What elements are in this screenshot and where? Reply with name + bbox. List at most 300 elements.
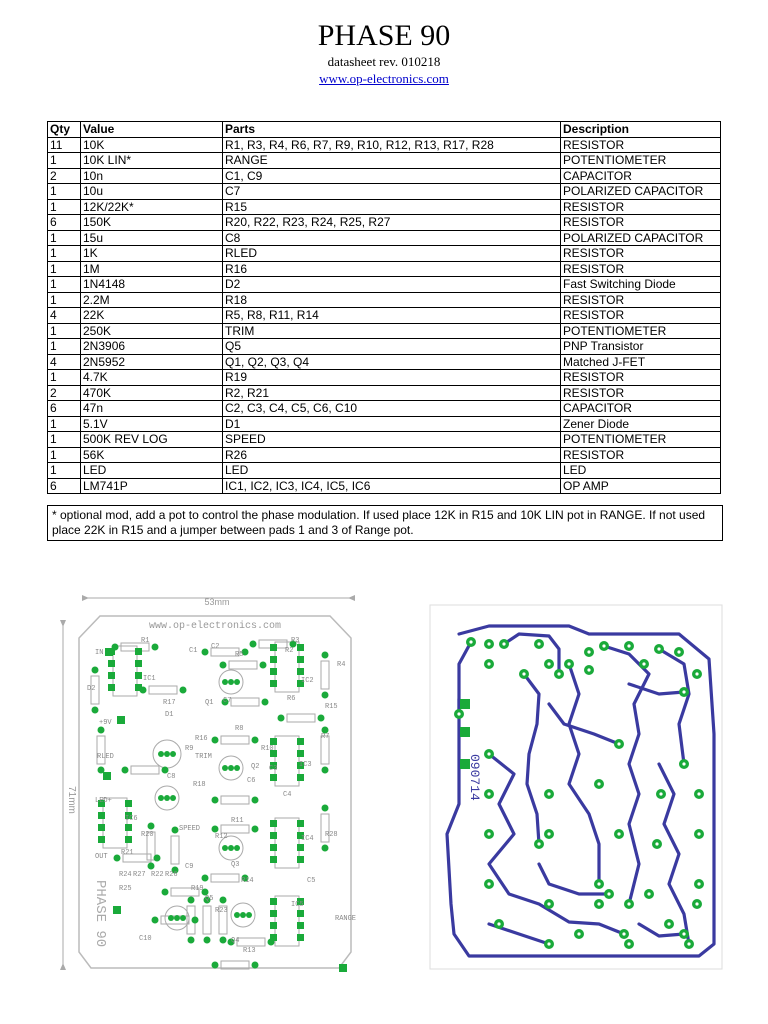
pad — [204, 937, 211, 944]
pad — [260, 662, 267, 669]
pad — [188, 897, 195, 904]
bom-col-qty: Qty — [48, 122, 81, 138]
bom-value-cell: 10K LIN* — [81, 153, 223, 169]
bom-parts-cell: IC1, IC2, IC3, IC4, IC5, IC6 — [223, 478, 561, 494]
pad — [92, 667, 99, 674]
pad — [98, 727, 105, 734]
drill-hole — [502, 642, 505, 645]
bom-parts-cell: RANGE — [223, 153, 561, 169]
drill-hole — [627, 942, 630, 945]
bom-value-cell: 1M — [81, 261, 223, 277]
resistor-outline — [321, 661, 329, 689]
silkscreen-label: OUT — [95, 853, 108, 861]
pad — [114, 855, 121, 862]
silkscreen-label: R7 — [321, 733, 330, 741]
pad — [170, 795, 176, 801]
bom-value-cell: 12K/22K* — [81, 199, 223, 215]
drill-hole — [587, 668, 590, 671]
bom-parts-cell: R20, R22, R23, R24, R25, R27 — [223, 215, 561, 231]
bom-value-cell: LM741P — [81, 478, 223, 494]
pad — [297, 750, 304, 757]
bom-row — [48, 370, 721, 386]
pad — [270, 644, 277, 651]
silkscreen-label: R13 — [243, 947, 256, 955]
pad — [212, 797, 219, 804]
drill-hole — [682, 690, 685, 693]
drill-hole — [469, 640, 472, 643]
drill-hole — [557, 672, 560, 675]
bom-description-cell: RESISTOR — [561, 199, 721, 215]
pad — [158, 795, 164, 801]
bom-qty-cell: 1 — [48, 261, 81, 277]
bom-col-description: Description — [561, 122, 721, 138]
silkscreen-label: Q3 — [231, 861, 240, 869]
pad — [270, 774, 277, 781]
silkscreen-label: R14 — [241, 877, 254, 885]
silkscreen-label: SPEED — [179, 825, 201, 833]
bom-parts-cell: RLED — [223, 246, 561, 262]
pad — [108, 672, 115, 679]
bom-qty-cell: 1 — [48, 246, 81, 262]
bom-row — [48, 308, 721, 324]
bom-parts-cell: R16 — [223, 261, 561, 277]
pad — [98, 812, 105, 819]
drill-hole — [697, 882, 700, 885]
pad — [152, 917, 159, 924]
resistor-outline — [203, 906, 211, 934]
bom-value-cell: 10K — [81, 137, 223, 153]
silkscreen-label: R27 — [133, 871, 146, 879]
resistor-outline — [221, 736, 249, 744]
silkscreen-label: R12 — [215, 833, 228, 841]
bom-row — [48, 215, 721, 231]
board-name: PHASE 90 — [92, 880, 108, 948]
board-website: www.op-electronics.com — [148, 621, 282, 632]
pad — [322, 767, 329, 774]
pad — [234, 765, 240, 771]
pad — [297, 820, 304, 827]
pad — [152, 644, 159, 651]
drill-hole — [687, 942, 690, 945]
connector-pad — [339, 964, 347, 972]
bom-value-cell: 56K — [81, 447, 223, 463]
board-marking: 090714 — [467, 754, 482, 801]
pad — [108, 660, 115, 667]
drill-hole — [657, 647, 660, 650]
bom-description-cell: RESISTOR — [561, 292, 721, 308]
silkscreen-label: R24 — [119, 871, 132, 879]
pad — [270, 844, 277, 851]
bom-header-row — [48, 122, 721, 138]
bom-value-cell: 4.7K — [81, 370, 223, 386]
pad — [140, 687, 147, 694]
bom-value-cell: LED — [81, 463, 223, 479]
bom-qty-cell: 1 — [48, 463, 81, 479]
silkscreen-label: R18 — [193, 781, 206, 789]
bom-value-cell: 10u — [81, 184, 223, 200]
bom-description-cell: Zener Diode — [561, 416, 721, 432]
silkscreen-label: IC6 — [125, 815, 138, 823]
drill-hole — [487, 752, 490, 755]
bom-parts-cell: R18 — [223, 292, 561, 308]
drill-hole — [697, 792, 700, 795]
silkscreen-label: R17 — [163, 699, 176, 707]
silkscreen-label: R25 — [119, 885, 132, 893]
silkscreen-label: R19 — [191, 885, 204, 893]
resistor-outline — [231, 698, 259, 706]
bom-description-cell: CAPACITOR — [561, 168, 721, 184]
bom-row — [48, 246, 721, 262]
connector-pad — [117, 716, 125, 724]
silkscreen-label: R2 — [285, 647, 294, 655]
drill-hole — [567, 662, 570, 665]
pad — [222, 679, 228, 685]
pad — [148, 823, 155, 830]
bom-description-cell: LED — [561, 463, 721, 479]
silkscreen-label: R3 — [291, 637, 300, 645]
ic-outline — [103, 798, 127, 848]
silkscreen-label: C9 — [185, 863, 194, 871]
bom-parts-cell: D2 — [223, 277, 561, 293]
drill-hole — [607, 892, 610, 895]
pad — [270, 680, 277, 687]
bom-row — [48, 230, 721, 246]
bom-parts-cell: R15 — [223, 199, 561, 215]
bom-description-cell: POTENTIOMETER — [561, 432, 721, 448]
silkscreen-label: C4 — [283, 791, 292, 799]
bom-qty-cell: 1 — [48, 447, 81, 463]
bom-value-cell: 2N5952 — [81, 354, 223, 370]
pad — [188, 937, 195, 944]
pad — [202, 875, 209, 882]
bom-row — [48, 385, 721, 401]
resistor-outline — [221, 825, 249, 833]
silkscreen-label: C3 — [269, 765, 278, 773]
silkscreen-label: RANGE — [335, 915, 357, 923]
resistor-outline — [211, 874, 239, 882]
ic-outline — [113, 646, 137, 696]
pad — [270, 738, 277, 745]
silkscreen-label: C2 — [211, 643, 220, 651]
bom-value-cell: 500K REV LOG — [81, 432, 223, 448]
silkscreen-label: R26 — [165, 871, 178, 879]
resistor-outline — [237, 938, 265, 946]
pad — [172, 827, 179, 834]
page-title: PHASE 90 — [317, 19, 451, 52]
bom-col-parts: Parts — [223, 122, 561, 138]
bom-description-cell: OP AMP — [561, 478, 721, 494]
pad — [220, 662, 227, 669]
pad — [192, 917, 199, 924]
pad — [252, 962, 259, 969]
silkscreen-label: R22 — [151, 871, 164, 879]
website-link-wrap — [0, 71, 768, 87]
bom-value-cell: 47n — [81, 401, 223, 417]
pad — [212, 826, 219, 833]
drill-hole — [547, 902, 550, 905]
drill-hole — [547, 662, 550, 665]
silkscreen-label: LED+ — [95, 797, 112, 805]
pad — [270, 656, 277, 663]
bom-qty-cell: 1 — [48, 292, 81, 308]
bom-row — [48, 292, 721, 308]
silkscreen-label: C1 — [189, 647, 198, 655]
drill-hole — [587, 650, 590, 653]
bill-of-materials — [47, 121, 721, 494]
pad — [212, 737, 219, 744]
bom-description-cell: POLARIZED CAPACITOR — [561, 184, 721, 200]
resistor-outline — [171, 836, 179, 864]
pad — [240, 912, 246, 918]
silkscreen-label: +9V — [99, 719, 112, 727]
pad — [125, 836, 132, 843]
bom-value-cell: 5.1V — [81, 416, 223, 432]
ic-outline — [275, 736, 299, 786]
drill-hole — [677, 650, 680, 653]
pad — [252, 737, 259, 744]
bom-description-cell: Fast Switching Diode — [561, 277, 721, 293]
pad — [228, 845, 234, 851]
datasheet-revision: datasheet rev. 010218 — [327, 54, 441, 69]
drill-hole — [547, 792, 550, 795]
bom-row — [48, 137, 721, 153]
drill-hole — [487, 792, 490, 795]
drill-hole — [682, 762, 685, 765]
bom-qty-cell: 1 — [48, 184, 81, 200]
drill-hole — [537, 642, 540, 645]
pad — [262, 699, 269, 706]
silkscreen-label: R8 — [235, 725, 244, 733]
bom-col-value: Value — [81, 122, 223, 138]
drill-hole — [682, 932, 685, 935]
silkscreen-label: R6 — [287, 695, 296, 703]
pad — [297, 644, 304, 651]
optional-mod-note: * optional mod, add a pot to control the phase modulation. If used place 12K in R15 and 10K LIN pot in RANGE. If not used place 22K in R15 and a jumper between pads 1 and 3 of Range pot. — [47, 505, 723, 541]
bom-parts-cell: D1 — [223, 416, 561, 432]
pad — [164, 751, 170, 757]
bom-qty-cell: 4 — [48, 354, 81, 370]
bom-description-cell: PNP Transistor — [561, 339, 721, 355]
pad — [318, 715, 325, 722]
bom-qty-cell: 11 — [48, 137, 81, 153]
pad — [220, 897, 227, 904]
bom-parts-cell: R1, R3, R4, R6, R7, R9, R10, R12, R13, R17, R28 — [223, 137, 561, 153]
bom-parts-cell: Q1, Q2, Q3, Q4 — [223, 354, 561, 370]
silkscreen-label: R15 — [325, 703, 338, 711]
bom-row — [48, 463, 721, 479]
drill-hole — [667, 922, 670, 925]
pad — [168, 915, 174, 921]
pad — [125, 800, 132, 807]
silkscreen-label: C10 — [139, 935, 152, 943]
pad — [252, 797, 259, 804]
pcb-copper-layout — [429, 604, 723, 970]
silkscreen-label: R21 — [121, 849, 134, 857]
pad — [270, 832, 277, 839]
silkscreen-label: D2 — [87, 685, 96, 693]
bom-parts-cell: R2, R21 — [223, 385, 561, 401]
pad — [135, 648, 142, 655]
bom-qty-cell: 6 — [48, 215, 81, 231]
bom-value-cell: 1N4148 — [81, 277, 223, 293]
silkscreen-label: C7 — [223, 697, 232, 705]
pad — [234, 845, 240, 851]
bom-qty-cell: 1 — [48, 277, 81, 293]
silkscreen-label: R4 — [337, 661, 346, 669]
pad — [180, 915, 186, 921]
bom-parts-cell: C2, C3, C4, C5, C6, C10 — [223, 401, 561, 417]
bom-description-cell: CAPACITOR — [561, 401, 721, 417]
silkscreen-label: R11 — [231, 817, 244, 825]
pad — [270, 922, 277, 929]
silkscreen-label: Q2 — [251, 763, 260, 771]
connector-pad — [105, 648, 113, 656]
pad — [278, 715, 285, 722]
silkscreen-label: C6 — [247, 777, 256, 785]
copper-square-pad — [460, 727, 470, 737]
drill-hole — [547, 832, 550, 835]
bom-value-cell: 22K — [81, 308, 223, 324]
silkscreen-label: IC5 — [291, 901, 304, 909]
resistor-outline — [149, 686, 177, 694]
bom-qty-cell: 2 — [48, 168, 81, 184]
bom-description-cell: POTENTIOMETER — [561, 153, 721, 169]
connector-pad — [103, 772, 111, 780]
silkscreen-label: IC3 — [299, 761, 312, 769]
silkscreen-label: C8 — [167, 773, 176, 781]
pad — [297, 922, 304, 929]
bom-qty-cell: 1 — [48, 416, 81, 432]
bom-value-cell: 470K — [81, 385, 223, 401]
silkscreen-label: R20 — [141, 831, 154, 839]
silkscreen-label: R23 — [215, 907, 228, 915]
drill-hole — [627, 902, 630, 905]
bom-row — [48, 153, 721, 169]
pad — [228, 679, 234, 685]
resistor-outline — [287, 714, 315, 722]
resistor-outline — [131, 766, 159, 774]
copper-square-pad — [460, 699, 470, 709]
pad — [98, 824, 105, 831]
pad — [135, 672, 142, 679]
bom-description-cell: RESISTOR — [561, 447, 721, 463]
bom-body — [48, 137, 721, 494]
drill-hole — [622, 932, 625, 935]
pad — [202, 649, 209, 656]
bom-row — [48, 354, 721, 370]
bom-description-cell: RESISTOR — [561, 308, 721, 324]
pad — [322, 805, 329, 812]
pad — [322, 845, 329, 852]
bom-qty-cell: 1 — [48, 323, 81, 339]
pad — [270, 820, 277, 827]
silkscreen-label: IC4 — [301, 835, 314, 843]
bom-row — [48, 478, 721, 494]
pad — [164, 795, 170, 801]
bom-row — [48, 447, 721, 463]
bom-description-cell: RESISTOR — [561, 261, 721, 277]
website-link[interactable]: www.op-electronics.com — [319, 71, 449, 86]
drill-hole — [697, 832, 700, 835]
bom-parts-cell: Q5 — [223, 339, 561, 355]
bom-qty-cell: 6 — [48, 401, 81, 417]
bom-parts-cell: R19 — [223, 370, 561, 386]
bom-row — [48, 416, 721, 432]
pad — [270, 668, 277, 675]
pad — [108, 684, 115, 691]
bom-value-cell: 2N3906 — [81, 339, 223, 355]
silkscreen-label: R16 — [195, 735, 208, 743]
bom-parts-cell: R5, R8, R11, R14 — [223, 308, 561, 324]
drill-hole — [597, 882, 600, 885]
pad — [297, 774, 304, 781]
bom-row — [48, 261, 721, 277]
silkscreen-label: C5 — [307, 877, 316, 885]
drill-hole — [487, 832, 490, 835]
connector-pad — [113, 906, 121, 914]
silkscreen-label: RLED — [97, 753, 114, 761]
board-width-label: 53mm — [204, 597, 230, 607]
drill-hole — [602, 644, 605, 647]
drill-hole — [522, 672, 525, 675]
drill-hole — [457, 712, 460, 715]
bom-description-cell: RESISTOR — [561, 215, 721, 231]
drill-hole — [647, 892, 650, 895]
silkscreen-label: IC2 — [301, 677, 314, 685]
pad — [162, 889, 169, 896]
pad — [222, 765, 228, 771]
silkscreen-label: IC1 — [143, 675, 156, 683]
pad — [322, 692, 329, 699]
pad — [297, 934, 304, 941]
bom-qty-cell: 2 — [48, 385, 81, 401]
pad — [228, 765, 234, 771]
drill-hole — [642, 662, 645, 665]
pad — [158, 751, 164, 757]
pad — [154, 855, 161, 862]
bom-qty-cell: 1 — [48, 432, 81, 448]
bom-description-cell: RESISTOR — [561, 137, 721, 153]
pcb-component-layout — [55, 590, 365, 975]
bom-row — [48, 432, 721, 448]
drill-hole — [617, 832, 620, 835]
pad — [322, 652, 329, 659]
silkscreen-label: TRIM — [195, 753, 212, 761]
bom-value-cell: 15u — [81, 230, 223, 246]
bom-description-cell: Matched J-FET — [561, 354, 721, 370]
bom-qty-cell: 6 — [48, 478, 81, 494]
pad — [220, 937, 227, 944]
silkscreen-label: R9 — [185, 745, 194, 753]
bom-description-cell: POLARIZED CAPACITOR — [561, 230, 721, 246]
drill-hole — [537, 842, 540, 845]
pad — [297, 910, 304, 917]
pad — [270, 910, 277, 917]
pad — [297, 844, 304, 851]
pad — [297, 668, 304, 675]
drill-hole — [597, 902, 600, 905]
silkscreen-label: R28 — [325, 831, 338, 839]
pad — [234, 912, 240, 918]
pad — [234, 679, 240, 685]
bom-value-cell: 2.2M — [81, 292, 223, 308]
drill-hole — [695, 672, 698, 675]
pad — [135, 660, 142, 667]
drill-hole — [659, 792, 662, 795]
drill-hole — [547, 942, 550, 945]
pad — [212, 962, 219, 969]
pad — [125, 824, 132, 831]
